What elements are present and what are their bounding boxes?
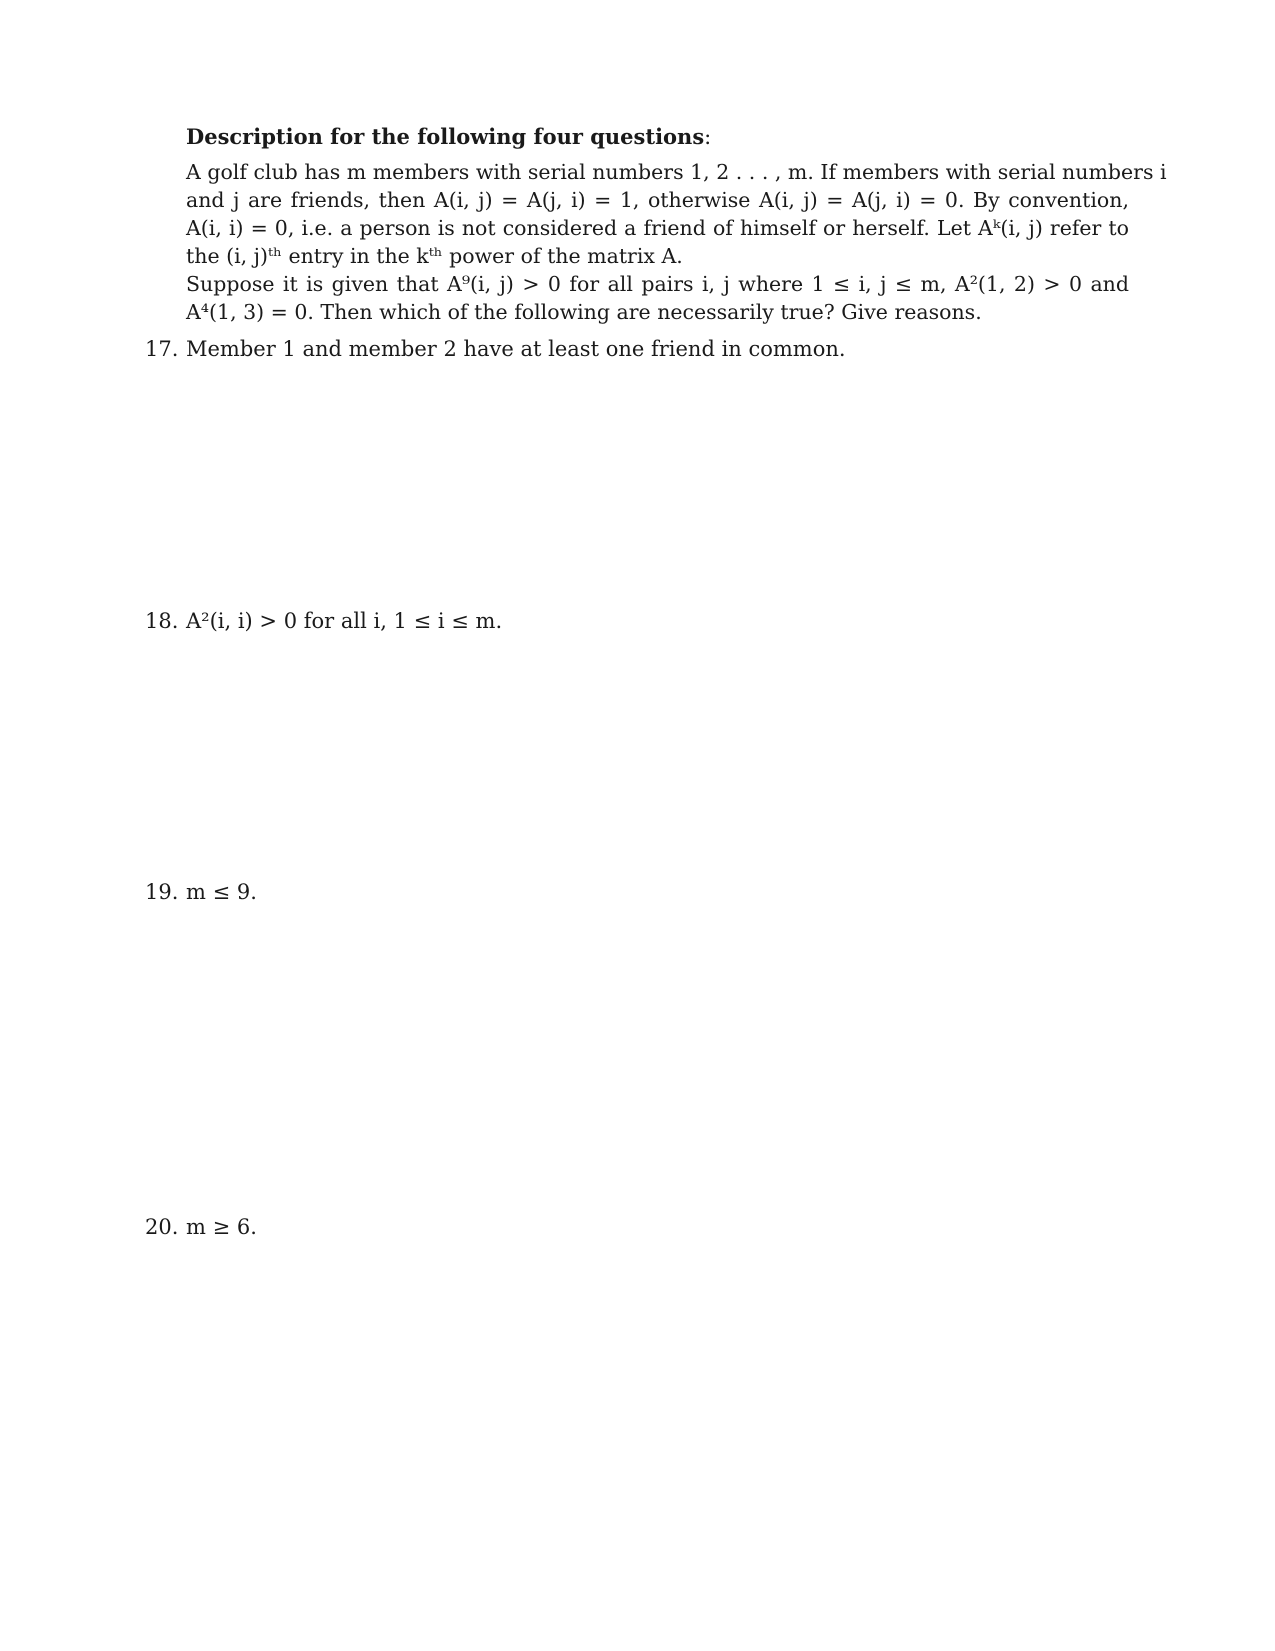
description-line: and j are friends, then A(i, j) = A(j, i) = 1, otherwise A(i, j) = A(j, i) = 0. By convention, — [186, 188, 1129, 212]
description-line: A golf club has m members with serial numbers 1, 2 . . . , m. If members with serial numbers i — [186, 160, 1167, 184]
question-18 — [145, 606, 502, 636]
question-19 — [145, 877, 257, 907]
description-title-text: Description for the following four questions — [186, 124, 705, 149]
question-number: 19. — [145, 880, 179, 904]
question-text: m ≥ 6. — [186, 1215, 257, 1239]
question-text: m ≤ 9. — [186, 880, 257, 904]
description-title — [186, 122, 1129, 152]
question-number: 18. — [145, 609, 179, 633]
question-number: 20. — [145, 1215, 179, 1239]
question-number: 17. — [145, 337, 179, 361]
description-title-colon: : — [704, 125, 712, 149]
question-17 — [145, 334, 846, 364]
description-line: the (i, j)ᵗʰ entry in the kᵗʰ power of the matrix A. — [186, 244, 683, 268]
question-text: A²(i, i) > 0 for all i, 1 ≤ i ≤ m. — [186, 609, 503, 633]
description-line: Suppose it is given that A⁹(i, j) > 0 for all pairs i, j where 1 ≤ i, j ≤ m, A²(1, 2) > 0 and — [186, 272, 1129, 296]
description-block — [186, 122, 1167, 326]
question-text: Member 1 and member 2 have at least one friend in common. — [186, 337, 846, 361]
question-20 — [145, 1212, 257, 1242]
description-line: A⁴(1, 3) = 0. Then which of the following are necessarily true? Give reasons. — [186, 300, 982, 324]
description-line: A(i, i) = 0, i.e. a person is not considered a friend of himself or herself. Let Aᵏ(i, j) refer to — [186, 216, 1129, 240]
